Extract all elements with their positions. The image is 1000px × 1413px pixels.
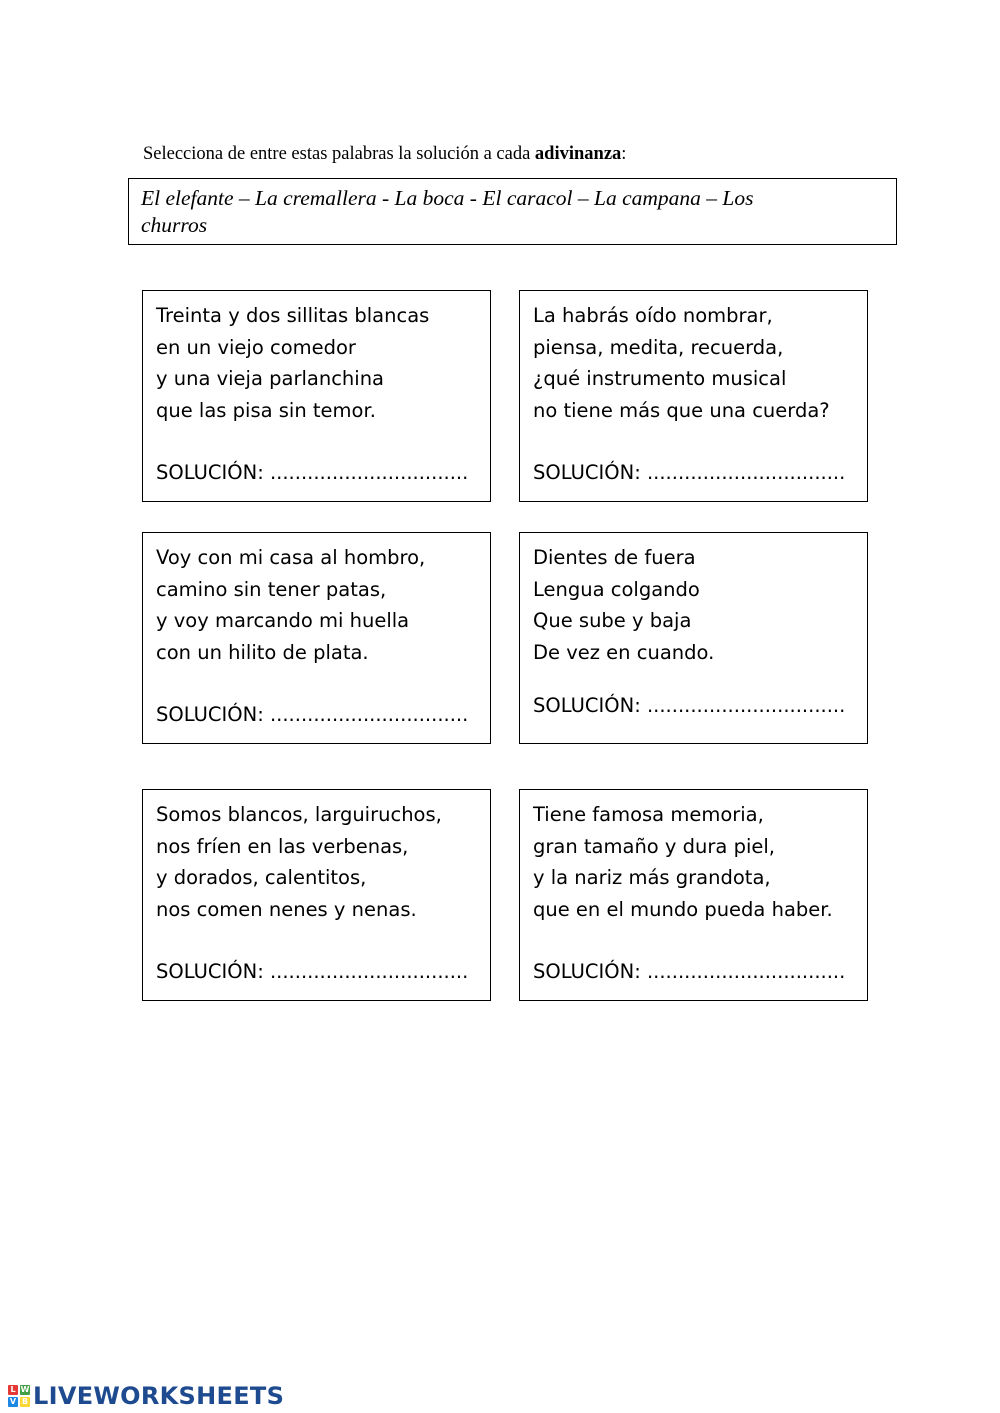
verse-line: en un viejo comedor [156, 335, 356, 359]
riddle-card-4 [519, 532, 868, 744]
logo-block: B [21, 1397, 29, 1406]
logo-blocks-icon [8, 1385, 30, 1407]
instruction-keyword: adivinanza [534, 144, 622, 164]
riddle-card-1 [142, 290, 491, 502]
verse-line: que las pisa sin temor. [156, 399, 376, 423]
instruction-text [143, 143, 626, 165]
logo-block: L [8, 1385, 18, 1395]
riddle-card-2 [519, 290, 868, 502]
liveworksheets-logo [8, 1382, 284, 1410]
verse-line: nos fríen en las verbenas, [156, 834, 409, 858]
word-bank [128, 178, 897, 245]
verse-line: Somos blancos, larguiruchos, [156, 803, 442, 826]
solution-field[interactable]: SOLUCIÓN: ................................ [533, 960, 846, 983]
riddle-verse [156, 300, 429, 427]
verse-line: De vez en cuando. [533, 641, 715, 665]
word-bank-line-1: El elefante – La cremallera - La boca - El caracol – La campana – Los [141, 186, 754, 210]
solution-field[interactable]: SOLUCIÓN: ................................ [533, 694, 846, 717]
verse-line: piensa, medita, recuerda, [533, 335, 784, 359]
solution-field[interactable]: SOLUCIÓN: ................................ [156, 960, 469, 983]
verse-line: con un hilito de plata. [156, 641, 369, 665]
verse-line: Voy con mi casa al hombro, [156, 546, 426, 569]
verse-line: Dientes de fuera [533, 546, 696, 569]
verse-line: nos comen nenes y nenas. [156, 898, 417, 922]
riddle-verse [533, 542, 714, 669]
solution-field[interactable]: SOLUCIÓN: ................................ [156, 461, 469, 484]
word-bank-line-2: churros [141, 213, 208, 237]
riddle-card-5 [142, 789, 491, 1001]
solution-field[interactable]: SOLUCIÓN: ................................ [156, 703, 469, 726]
verse-line: Tiene famosa memoria, [533, 803, 764, 826]
verse-line: gran tamaño y dura piel, [533, 834, 775, 858]
riddle-card-6 [519, 789, 868, 1001]
riddle-verse [156, 799, 442, 926]
verse-line: La habrás oído nombrar, [533, 304, 773, 327]
verse-line: ¿qué instrumento musical [533, 367, 787, 391]
riddle-verse [533, 300, 830, 427]
verse-line: Treinta y dos sillitas blancas [156, 304, 430, 327]
verse-line: que en el mundo pueda haber. [533, 898, 833, 922]
verse-line: no tiene más que una cuerda? [533, 399, 830, 423]
verse-line: camino sin tener patas, [156, 577, 387, 601]
riddle-verse [533, 799, 833, 926]
logo-text: LIVEWORKSHEETS [33, 1382, 285, 1410]
verse-line: Que sube y baja [533, 609, 692, 633]
riddle-card-3 [142, 532, 491, 744]
verse-line: y dorados, calentitos, [156, 866, 367, 890]
verse-line: y voy marcando mi huella [156, 609, 410, 633]
verse-line: y la nariz más grandota, [533, 866, 771, 890]
instruction-colon: : [621, 144, 627, 164]
logo-block: V [9, 1397, 17, 1406]
solution-field[interactable]: SOLUCIÓN: ................................ [533, 461, 846, 484]
verse-line: y una vieja parlanchina [156, 367, 385, 391]
riddle-verse [156, 542, 425, 669]
verse-line: Lengua colgando [533, 577, 700, 601]
instruction-lead: Selecciona de entre estas palabras la solución a cada [143, 144, 535, 164]
logo-block: W [20, 1385, 30, 1394]
